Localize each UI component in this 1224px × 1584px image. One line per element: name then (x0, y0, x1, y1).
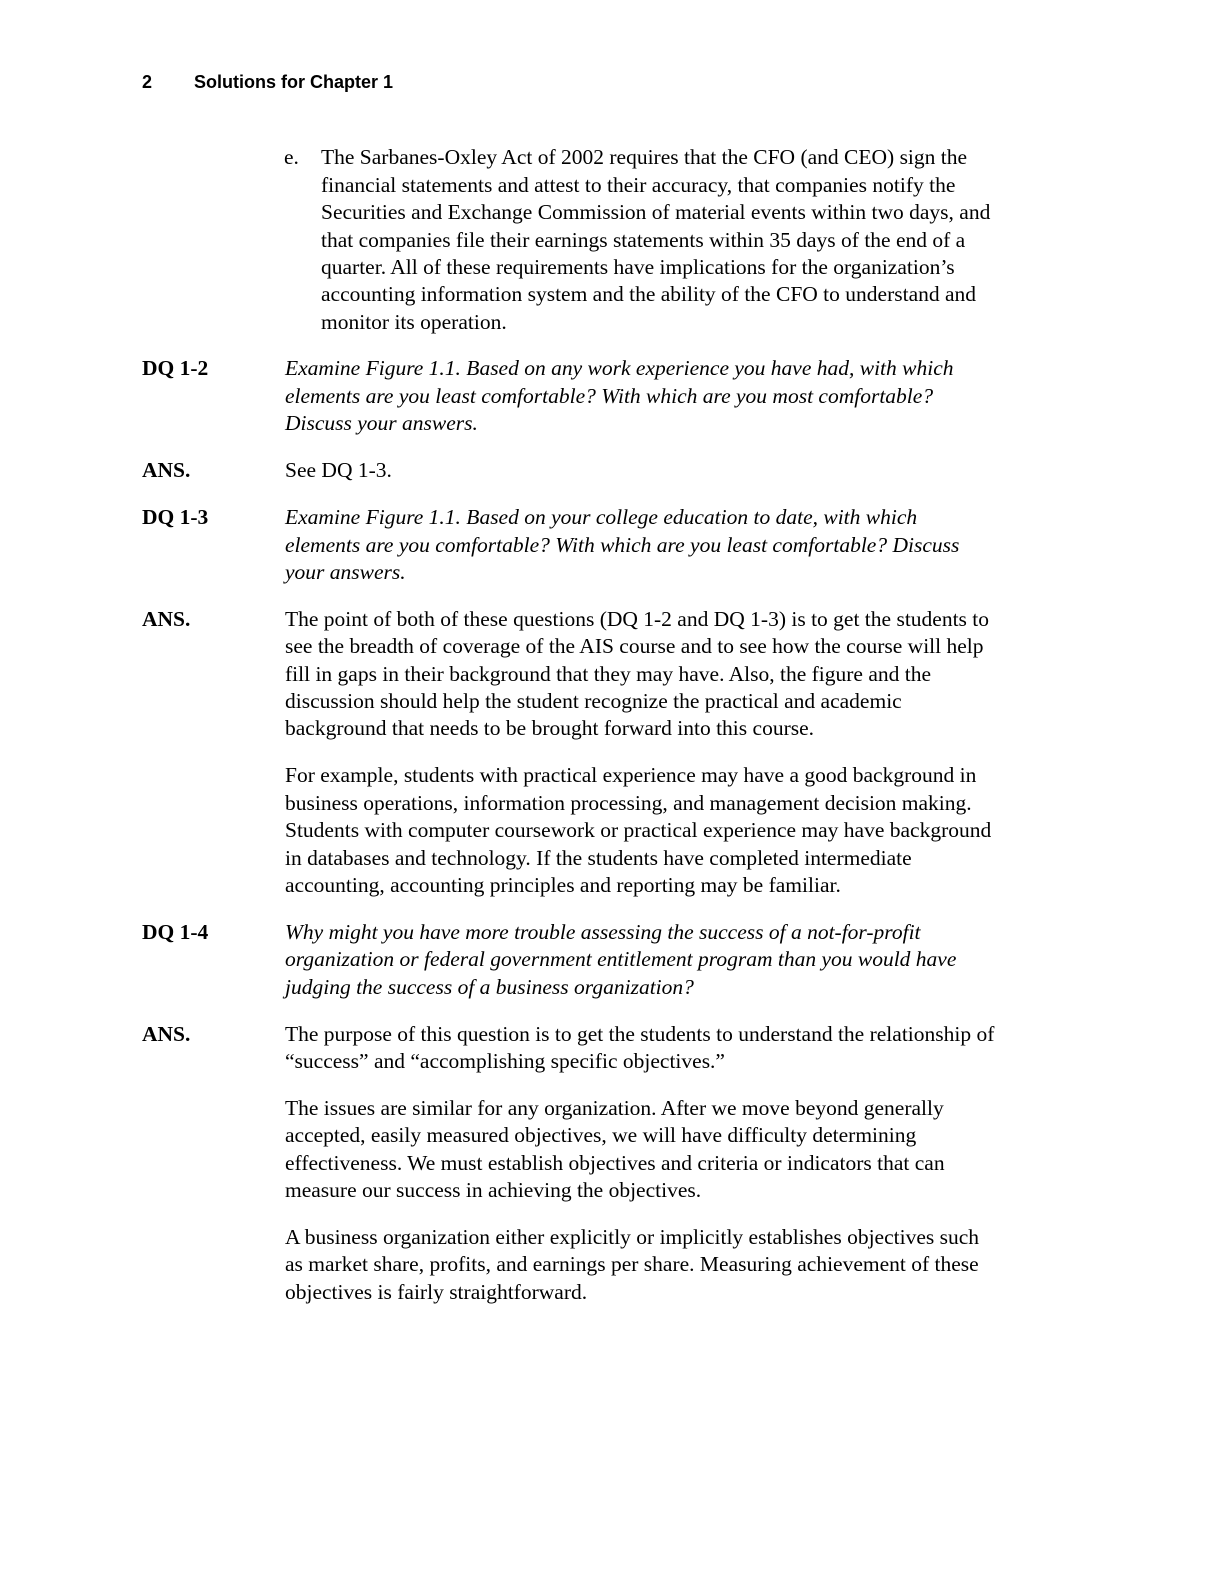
question-line: Discuss your answers. (285, 411, 478, 435)
entry-label: DQ 1-3 (142, 505, 209, 529)
entry-label: ANS. (142, 607, 191, 631)
answer-line: effectiveness. We must establish objectives and criteria or indicators that can (285, 1151, 945, 1175)
chapter-title: Solutions for Chapter 1 (194, 72, 394, 92)
entry-label: DQ 1-2 (142, 356, 209, 380)
answer-line: measure our success in achieving the objectives. (285, 1178, 702, 1202)
question-line: your answers. (285, 560, 406, 584)
answer-line: accepted, easily measured objectives, we will have difficulty determining (285, 1123, 917, 1147)
text-line: monitor its operation. (321, 310, 507, 334)
question-line: Why might you have more trouble assessing the success of a not-for-profit (285, 920, 921, 944)
question-line: elements are you comfortable? With which are you least comfortable? Discuss (285, 533, 960, 557)
answer-line: See DQ 1-3. (285, 458, 392, 482)
question-line: elements are you least comfortable? With which are you most comfortable? (285, 384, 934, 408)
answer-line: see the breadth of coverage of the AIS course and to see how the course will help (285, 634, 984, 658)
answer-line: background that needs to be brought forward into this course. (285, 716, 815, 740)
question-line: organization or federal government entitlement program than you would have (285, 947, 957, 971)
answer-line: Students with computer coursework or practical experience may have background (285, 818, 992, 842)
question-line: judging the success of a business organization? (285, 975, 694, 999)
entry-label: DQ 1-4 (142, 920, 209, 944)
answer-line: The point of both of these questions (DQ 1-2 and DQ 1-3) is to get the students to (285, 607, 990, 631)
text-line: that companies file their earnings statements within 35 days of the end of a (321, 228, 966, 252)
answer-line: The issues are similar for any organization. After we move beyond generally (285, 1096, 944, 1120)
answer-line: in databases and technology. If the students have completed intermediate (285, 846, 912, 870)
answer-line: as market share, profits, and earnings per share. Measuring achievement of these (285, 1252, 979, 1276)
answer-line: objectives is fairly straightforward. (285, 1280, 588, 1304)
text-line: quarter. All of these requirements have implications for the organization’s (321, 255, 955, 279)
question-line: Examine Figure 1.1. Based on any work experience you have had, with which (285, 356, 954, 380)
question-line: Examine Figure 1.1. Based on your college education to date, with which (285, 505, 918, 529)
answer-line: For example, students with practical experience may have a good background in (285, 763, 977, 787)
page-number: 2 (142, 72, 153, 92)
text-line: financial statements and attest to their accuracy, that companies notify the (321, 173, 956, 197)
text-line: accounting information system and the ability of the CFO to understand and (321, 282, 977, 306)
answer-line: business operations, information processing, and management decision making. (285, 791, 972, 815)
answer-line: fill in gaps in their background that they may have. Also, the figure and the (285, 662, 932, 686)
entry-label: ANS. (142, 458, 191, 482)
answer-line: A business organization either explicitly or implicitly establishes objectives such (285, 1225, 980, 1249)
text-line: Securities and Exchange Commission of material events within two days, and (321, 200, 991, 224)
entry-label: ANS. (142, 1022, 191, 1046)
answer-line: accounting, accounting principles and reporting may be familiar. (285, 873, 841, 897)
text-line: The Sarbanes-Oxley Act of 2002 requires that the CFO (and CEO) sign the (321, 145, 968, 169)
answer-line: The purpose of this question is to get the students to understand the relationship of (285, 1022, 995, 1046)
answer-line: “success” and “accomplishing specific objectives.” (285, 1049, 725, 1073)
answer-line: discussion should help the student recognize the practical and academic (285, 689, 902, 713)
list-marker: e. (284, 145, 299, 169)
